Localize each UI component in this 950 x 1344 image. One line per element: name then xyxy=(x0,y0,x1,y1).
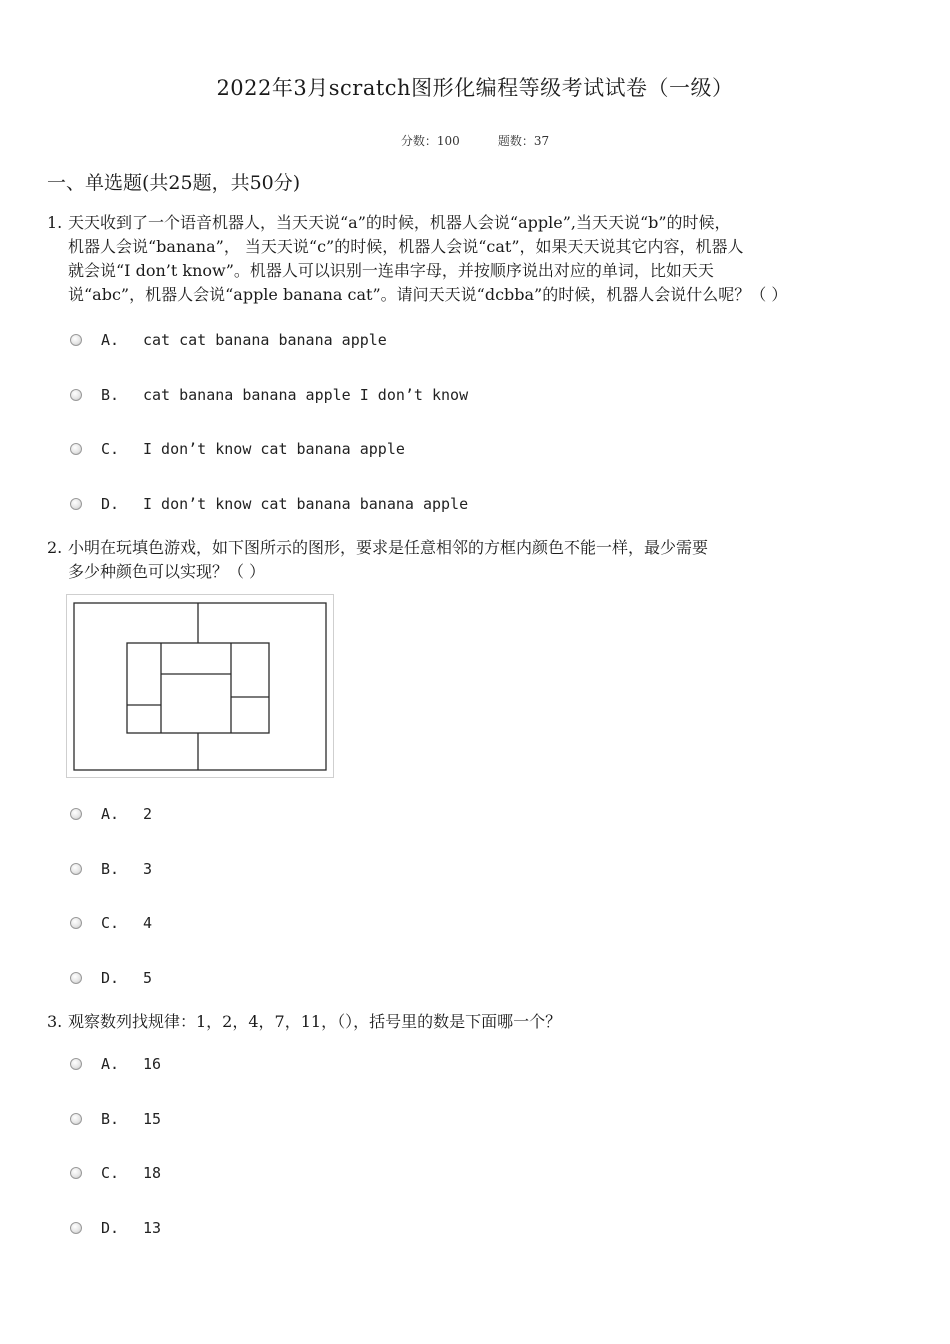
radio-icon[interactable] xyxy=(70,972,82,984)
option-q3-b[interactable] xyxy=(70,1107,161,1131)
option-q2-a[interactable] xyxy=(70,802,152,826)
option-text: 15 xyxy=(143,1110,162,1128)
option-q2-b[interactable] xyxy=(70,857,152,881)
option-q2-d[interactable] xyxy=(70,966,152,990)
radio-icon[interactable] xyxy=(70,443,82,455)
option-q1-b[interactable] xyxy=(70,383,468,407)
radio-icon[interactable] xyxy=(70,334,82,346)
question-number: 2. xyxy=(47,538,63,557)
inner-frame xyxy=(127,643,269,733)
question-line: 机器人会说“banana”， 当天天说“c”的时候，机器人会说“cat”，如果天天说其它内容，机器人 xyxy=(68,237,744,256)
option-letter: A. xyxy=(101,1055,120,1073)
option-text: 3 xyxy=(143,860,153,878)
option-letter: C. xyxy=(101,1164,120,1182)
question-3 xyxy=(47,1010,867,1034)
question-text xyxy=(68,536,867,584)
option-letter: D. xyxy=(101,969,120,987)
question-line: 就会说“I don’t know”。机器人可以识别一连串字母，并按顺序说出对应的单词，比如天天 xyxy=(68,261,714,280)
outer-frame xyxy=(74,603,326,770)
question-number: 3. xyxy=(47,1012,63,1031)
option-letter: A. xyxy=(101,331,120,349)
radio-icon[interactable] xyxy=(70,1113,82,1125)
radio-icon[interactable] xyxy=(70,863,82,875)
option-q1-c[interactable] xyxy=(70,437,405,461)
question-line: 小明在玩填色游戏，如下图所示的图形，要求是任意相邻的方框内颜色不能一样，最少需要 xyxy=(68,538,709,557)
option-letter: B. xyxy=(101,1110,120,1128)
radio-icon[interactable] xyxy=(70,1222,82,1234)
total-score: 分数：100 xyxy=(400,134,460,148)
option-letter: C. xyxy=(101,914,120,932)
radio-icon[interactable] xyxy=(70,498,82,510)
question-line: 多少种颜色可以实现？（ ） xyxy=(68,562,266,581)
option-letter: A. xyxy=(101,805,120,823)
option-q1-d[interactable] xyxy=(70,492,468,516)
option-text: 18 xyxy=(143,1164,162,1182)
question-text xyxy=(68,211,867,307)
option-q2-c[interactable] xyxy=(70,911,152,935)
radio-icon[interactable] xyxy=(70,389,82,401)
question-line: 观察数列找规律：1，2，4，7，11，（），括号里的数是下面哪一个？ xyxy=(68,1012,562,1031)
option-text: I don’t know cat banana banana apple xyxy=(143,495,469,513)
question-1 xyxy=(47,211,867,307)
option-text: 2 xyxy=(143,805,153,823)
option-text: 4 xyxy=(143,914,153,932)
page-title: 2022年3月scratch图形化编程等级考试试卷（一级） xyxy=(216,76,734,100)
coloring-figure xyxy=(66,594,334,778)
option-q1-a[interactable] xyxy=(70,328,387,352)
option-text: cat banana banana apple I don’t know xyxy=(143,386,469,404)
option-text: 13 xyxy=(143,1219,162,1237)
question-2 xyxy=(47,536,867,584)
radio-icon[interactable] xyxy=(70,808,82,820)
exam-meta xyxy=(0,132,950,149)
coloring-grid-diagram xyxy=(67,595,333,777)
option-letter: D. xyxy=(101,495,120,513)
option-letter: B. xyxy=(101,860,120,878)
option-letter: B. xyxy=(101,386,120,404)
radio-icon[interactable] xyxy=(70,1167,82,1179)
question-count: 题数：37 xyxy=(497,134,550,148)
question-number: 1. xyxy=(47,213,63,232)
option-q3-d[interactable] xyxy=(70,1216,161,1240)
option-text: 5 xyxy=(143,969,153,987)
option-text: I don’t know cat banana apple xyxy=(143,440,405,458)
radio-icon[interactable] xyxy=(70,917,82,929)
radio-icon[interactable] xyxy=(70,1058,82,1070)
question-line: 说“abc”，机器人会说“apple banana cat”。请问天天说“dcbba”的时候，机器人会说什么呢？（ ） xyxy=(68,285,788,304)
option-text: cat cat banana banana apple xyxy=(143,331,387,349)
option-q3-a[interactable] xyxy=(70,1052,161,1076)
question-line: 天天收到了一个语音机器人，当天天说“a”的时候，机器人会说“apple”,当天天说“b”的时候， xyxy=(68,213,731,232)
option-letter: C. xyxy=(101,440,120,458)
option-q3-c[interactable] xyxy=(70,1161,161,1185)
option-letter: D. xyxy=(101,1219,120,1237)
option-text: 16 xyxy=(143,1055,162,1073)
section-heading: 一、单选题(共25题，共50分) xyxy=(47,172,301,194)
question-text xyxy=(68,1010,867,1034)
